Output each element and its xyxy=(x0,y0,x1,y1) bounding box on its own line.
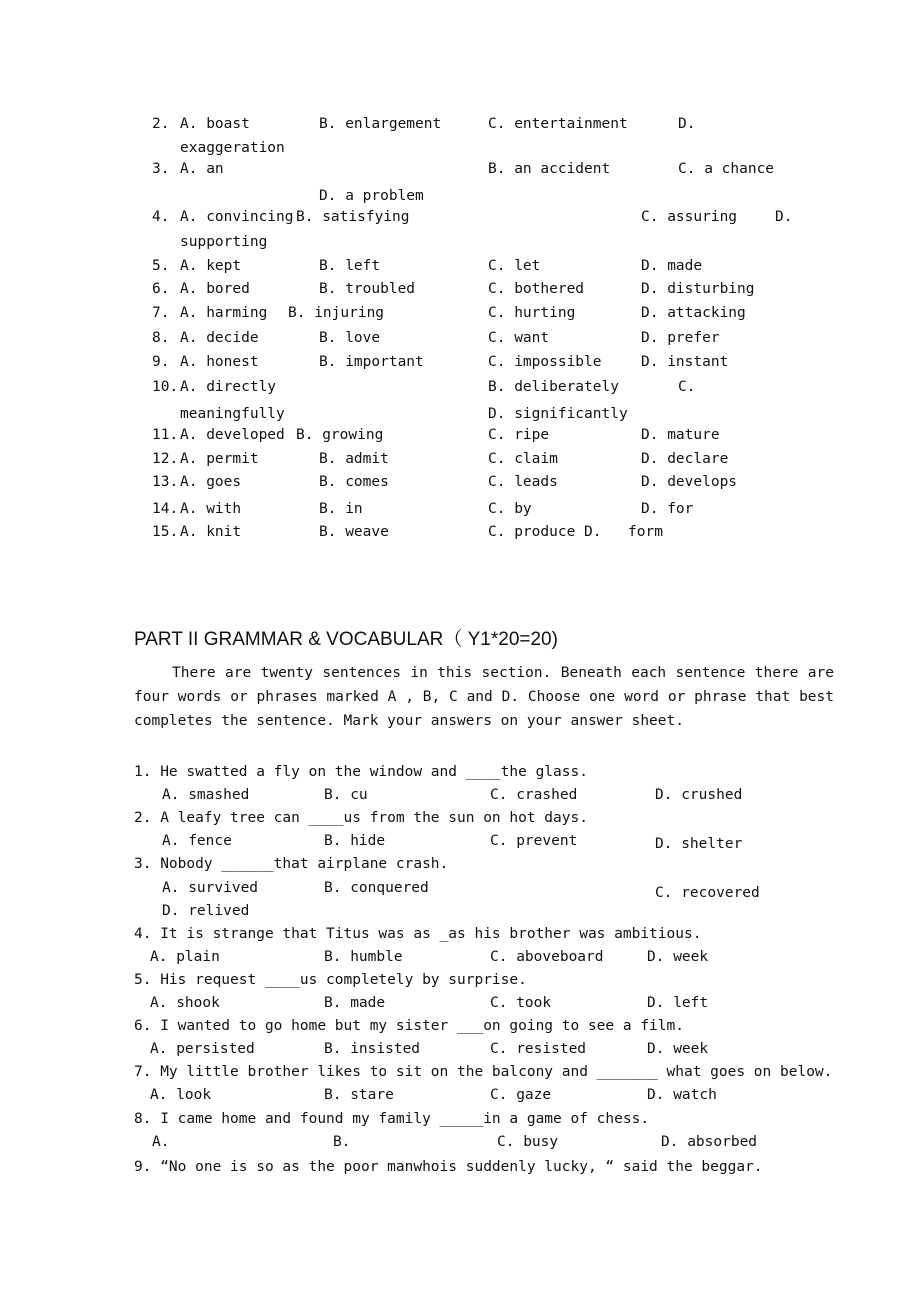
option-d: D. crushed xyxy=(655,787,743,803)
option-d: D. xyxy=(678,116,696,132)
option-b: B. comes xyxy=(319,474,389,490)
option-b: B. humble xyxy=(324,949,403,965)
option-d: D. watch xyxy=(647,1087,717,1103)
option-d: D. develops xyxy=(641,474,738,490)
option-b: B. in xyxy=(319,501,363,517)
option-a: A. an xyxy=(180,161,224,177)
option-c: C. leads xyxy=(488,474,558,490)
question-number: 12. xyxy=(152,451,179,467)
option-c: C. produce D. xyxy=(488,524,602,540)
option-c: C. hurting xyxy=(488,305,576,321)
option-a: A. honest xyxy=(180,354,259,370)
question-stem: 8. I came home and found my family _____in a game of chess. xyxy=(134,1111,650,1127)
option-b: B. hide xyxy=(324,833,386,849)
option-c: C. claim xyxy=(488,451,558,467)
question-stem: 2. A leafy tree can ____us from the sun on hot days. xyxy=(134,810,588,826)
option-b: B. important xyxy=(319,354,424,370)
option-c: C. by xyxy=(488,501,532,517)
option-b: B. conquered xyxy=(324,880,429,896)
question-number: 5. xyxy=(152,258,170,274)
option-a: A. smashed xyxy=(162,787,250,803)
option-d: D. made xyxy=(641,258,703,274)
option-a: A. kept xyxy=(180,258,242,274)
option-d-continued: exaggeration xyxy=(180,140,285,156)
question-number: 4. xyxy=(152,209,170,225)
question-stem: 7. My little brother likes to sit on the balcony and _______ what goes on below. xyxy=(134,1064,833,1080)
option-c: C. a chance xyxy=(678,161,775,177)
option-c: C. let xyxy=(488,258,541,274)
option-c: C. recovered xyxy=(655,885,760,901)
question-stem: 1. He swatted a fly on the window and ____the glass. xyxy=(134,764,588,780)
question-number: 11. xyxy=(152,427,179,443)
option-d: D. mature xyxy=(641,427,720,443)
question-stem: 3. Nobody ______that airplane crash. xyxy=(134,856,449,872)
option-a: A. fence xyxy=(162,833,232,849)
option-d: D. a problem xyxy=(319,188,424,204)
question-stem: 4. It is strange that Titus was as _as his brother was ambitious. xyxy=(134,926,702,942)
option-d: D. disturbing xyxy=(641,281,755,297)
question-number: 3. xyxy=(152,161,170,177)
option-d: D. instant xyxy=(641,354,729,370)
option-d: D. for xyxy=(641,501,694,517)
option-d: D. xyxy=(775,209,793,225)
option-b: B. enlargement xyxy=(319,116,442,132)
option-c: C. xyxy=(678,379,696,395)
option-d: form xyxy=(628,524,663,540)
option-b: B. troubled xyxy=(319,281,416,297)
option-d: D. declare xyxy=(641,451,729,467)
option-d-continued: supporting xyxy=(180,234,268,250)
option-a: A. decide xyxy=(180,330,259,346)
question-number: 10. xyxy=(152,379,179,395)
question-number: 7. xyxy=(152,305,170,321)
option-a: A. boast xyxy=(180,116,250,132)
option-b: B. injuring xyxy=(288,305,385,321)
option-a: A. developed xyxy=(180,427,285,443)
option-b: B. left xyxy=(319,258,381,274)
option-b: B. weave xyxy=(319,524,389,540)
option-b: B. love xyxy=(319,330,381,346)
option-b: B. deliberately xyxy=(488,379,619,395)
option-c: C. crashed xyxy=(490,787,578,803)
question-number: 15. xyxy=(152,524,179,540)
option-c: C. took xyxy=(490,995,552,1011)
option-a: A. harming xyxy=(180,305,268,321)
option-a: A. persisted xyxy=(150,1041,255,1057)
option-c: C. ripe xyxy=(488,427,550,443)
option-d: D. prefer xyxy=(641,330,720,346)
option-a: A. goes xyxy=(180,474,242,490)
option-c: C. impossible xyxy=(488,354,602,370)
option-b: B. an accident xyxy=(488,161,611,177)
option-a: A. plain xyxy=(150,949,220,965)
option-c: C. aboveboard xyxy=(490,949,604,965)
question-number: 8. xyxy=(152,330,170,346)
option-c: C. bothered xyxy=(488,281,585,297)
option-b: B. made xyxy=(324,995,386,1011)
option-d: D. left xyxy=(647,995,709,1011)
option-a: A. survived xyxy=(162,880,259,896)
option-d: D. shelter xyxy=(655,836,743,852)
option-c: C. busy xyxy=(497,1134,559,1150)
section-instructions: There are twenty sentences in this section. Beneath each sentence there are four words or phrases marked A , B, C and D. Choose one word or phrase that best completes the sentence. Mark your answers on your answer sheet. xyxy=(134,665,834,729)
option-b: B. stare xyxy=(324,1087,394,1103)
option-b: B. insisted xyxy=(324,1041,421,1057)
question-number: 14. xyxy=(152,501,179,517)
option-c: C. gaze xyxy=(490,1087,552,1103)
option-d: D. significantly xyxy=(488,406,628,422)
option-a: A. convincing xyxy=(180,209,294,225)
option-a: A. permit xyxy=(180,451,259,467)
option-c: C. entertainment xyxy=(488,116,628,132)
option-b: B. admit xyxy=(319,451,389,467)
option-d: D. relived xyxy=(162,903,250,919)
option-a: A. knit xyxy=(180,524,242,540)
option-b: B. satisfying xyxy=(296,209,410,225)
question-number: 6. xyxy=(152,281,170,297)
option-c: C. want xyxy=(488,330,550,346)
option-a: A. shook xyxy=(150,995,220,1011)
option-b: B. cu xyxy=(324,787,368,803)
question-stem: 6. I wanted to go home but my sister ___on going to see a film. xyxy=(134,1018,684,1034)
question-number: 13. xyxy=(152,474,179,490)
option-a: A. bored xyxy=(180,281,250,297)
option-d: D. week xyxy=(647,1041,709,1057)
question-number: 9. xyxy=(152,354,170,370)
option-c-continued: meaningfully xyxy=(180,406,285,422)
option-c: C. assuring xyxy=(641,209,738,225)
option-a: A. look xyxy=(150,1087,212,1103)
option-c: C. resisted xyxy=(490,1041,587,1057)
option-d: D. absorbed xyxy=(661,1134,758,1150)
option-b: B. growing xyxy=(296,427,384,443)
option-d: D. attacking xyxy=(641,305,746,321)
option-a: A. directly xyxy=(180,379,277,395)
option-b: B. xyxy=(333,1134,351,1150)
question-stem: 5. His request ____us completely by surprise. xyxy=(134,972,527,988)
option-d: D. week xyxy=(647,949,709,965)
option-a: A. with xyxy=(180,501,242,517)
question-stem: 9. “No one is so as the poor manwhois suddenly lucky, “ said the beggar. xyxy=(134,1159,763,1175)
question-number: 2. xyxy=(152,116,170,132)
option-a: A. xyxy=(152,1134,170,1150)
option-c: C. prevent xyxy=(490,833,578,849)
section-heading: PART II GRAMMAR & VOCABULAR（ Y1*20=20) xyxy=(134,629,558,650)
